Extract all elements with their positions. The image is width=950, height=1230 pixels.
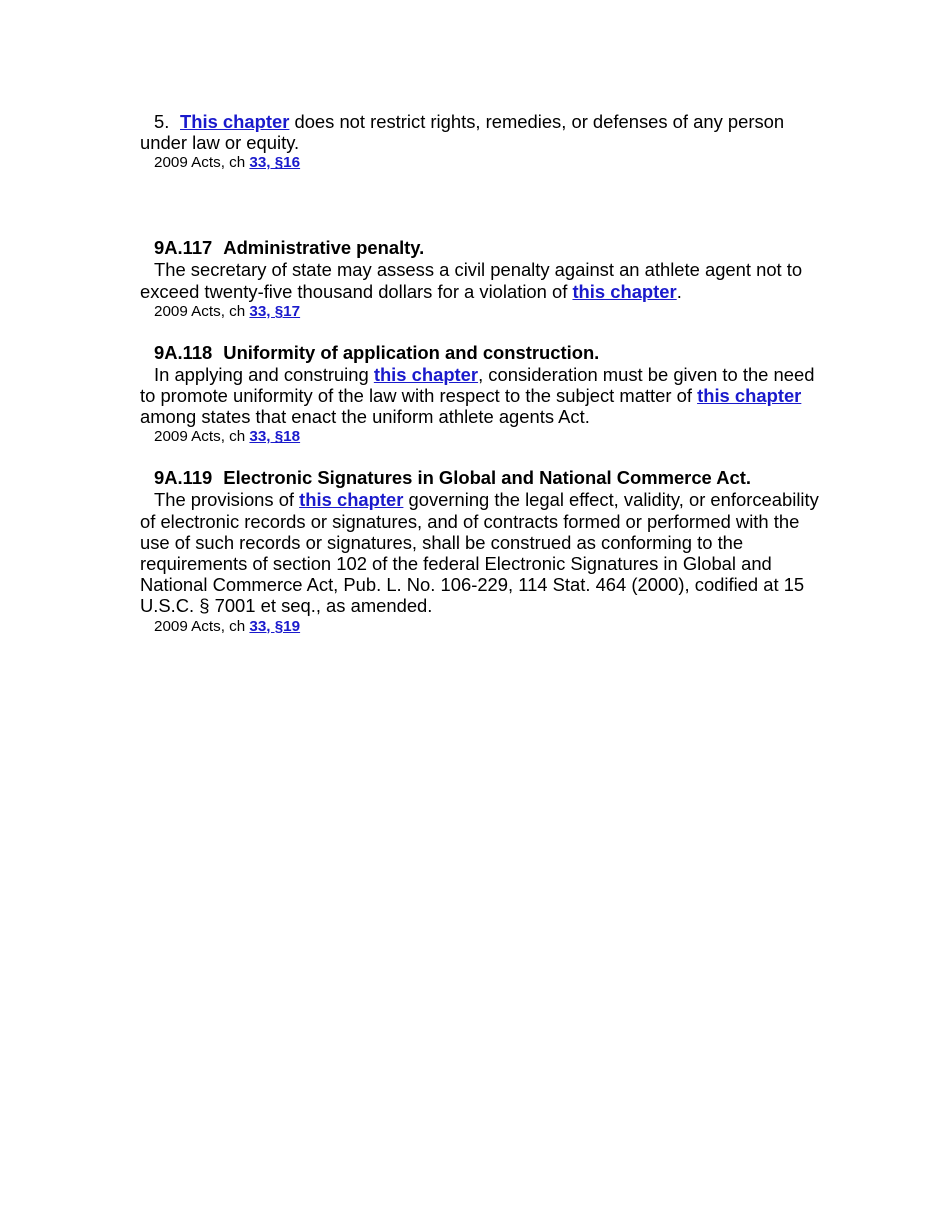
history-link[interactable]: 33, §17 — [249, 302, 301, 320]
section-heading — [154, 236, 830, 259]
section-text: In applying and construing — [154, 363, 374, 385]
this-chapter-link[interactable]: this chapter — [299, 489, 404, 511]
history-prefix: 2009 Acts, ch — [154, 154, 250, 172]
subsection-number: 5. — [154, 111, 170, 132]
section-body — [140, 364, 830, 428]
section-text: The secretary of state may assess a civil penalty against an athlete agent not to exceed twenty-five thousand dollars for a violation of — [140, 259, 803, 302]
section-text: The provisions of — [154, 489, 300, 511]
history-link[interactable]: 33, §19 — [249, 617, 301, 635]
section-number: 9A.119 — [154, 467, 213, 489]
section-title: Electronic Signatures in Global and National Commerce Act. — [223, 467, 751, 489]
subsection-5 — [140, 111, 830, 172]
section-body — [140, 489, 830, 616]
section-text: among states that enact the uniform athlete agents Act. — [140, 406, 590, 428]
history-link[interactable]: 33, §18 — [249, 428, 301, 446]
history-note — [154, 302, 830, 321]
section-9a-117 — [140, 236, 830, 320]
subsection-5-text — [140, 111, 830, 153]
section-number: 9A.118 — [154, 341, 213, 363]
subsection-5-body: does not restrict rights, remedies, or defenses of any person under law or equity. — [140, 111, 785, 154]
section-body — [140, 259, 830, 301]
section-heading — [154, 466, 830, 489]
history-note — [154, 617, 830, 636]
this-chapter-link[interactable]: this chapter — [697, 385, 802, 407]
section-text: governing the legal effect, validity, or enforceability of electronic records or signatures, and of contracts formed or performed with the use of such records or signatures, shall be construed as conforming to the requirements of section 102 of the federal Electronic Signatures in Global and National Commerce Act, Pub. L. No. 106-229, 114 Stat. 464 (2000), codified at 15 U.S.C. § 7001 et seq., as amended. — [140, 489, 819, 617]
history-prefix: 2009 Acts, ch — [154, 302, 250, 320]
document-page — [140, 111, 830, 636]
section-9a-119 — [140, 466, 830, 635]
this-chapter-link[interactable]: this chapter — [572, 280, 677, 302]
section-number: 9A.117 — [154, 237, 213, 259]
section-text: . — [676, 280, 682, 302]
section-heading — [154, 341, 830, 364]
history-prefix: 2009 Acts, ch — [154, 617, 250, 635]
section-9a-118 — [140, 341, 830, 447]
history-prefix: 2009 Acts, ch — [154, 428, 250, 446]
this-chapter-link[interactable]: This chapter — [180, 111, 290, 132]
history-note — [154, 153, 830, 172]
section-text: , consideration must be given to the need to promote uniformity of the law with respect to the subject matter of — [140, 363, 815, 407]
section-title: Uniformity of application and construction. — [223, 341, 600, 363]
history-link[interactable]: 33, §16 — [249, 154, 301, 172]
history-note — [154, 427, 830, 446]
this-chapter-link[interactable]: this chapter — [373, 363, 479, 385]
section-title: Administrative penalty. — [223, 237, 425, 259]
